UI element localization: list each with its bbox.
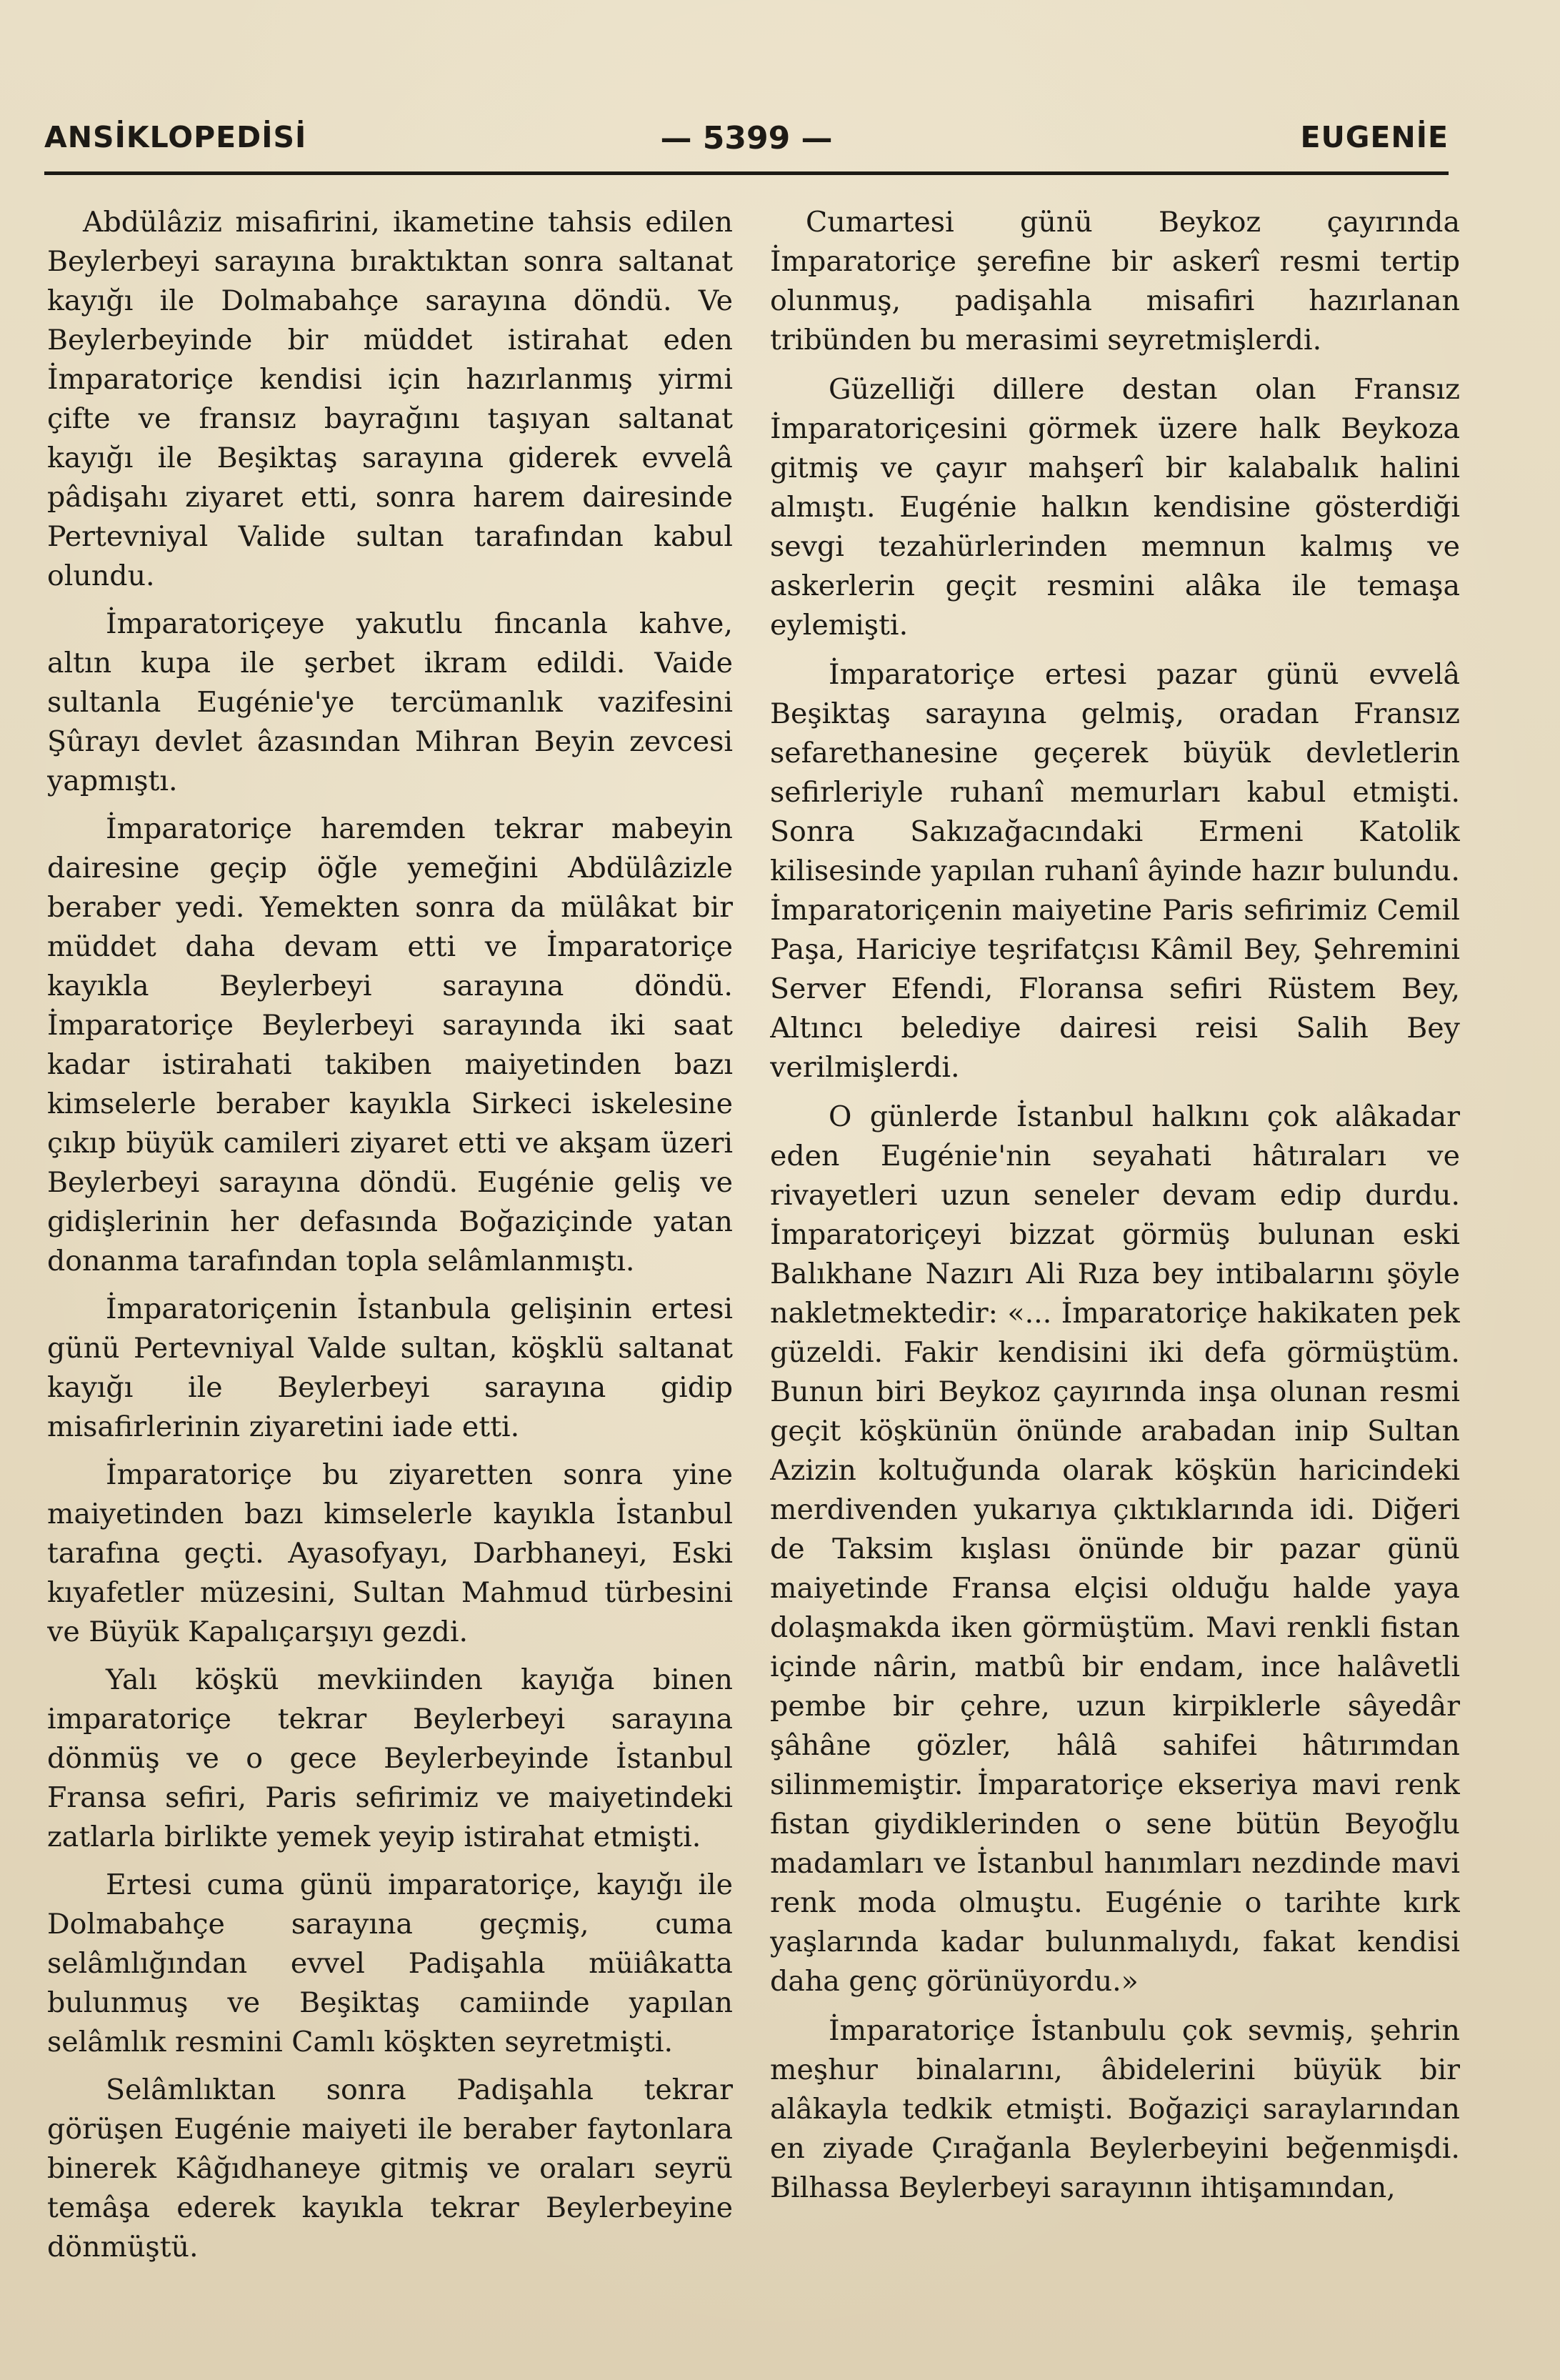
header-rule [44,171,1449,175]
paragraph: İmparatoriçeye yakutlu fincanla kahve, altın kupa ile şerbet ikram edildi. Vaide sultanla Eugénie'ye tercümanlık vazifesini Şûrayı devlet âzasından Mihran Beyin zevcesi yapmıştı. [47,607,733,797]
paragraph: Selâmlıktan sonra Padişahla tekrar görüşen Eugénie maiyeti ile beraber faytonlara binerek Kâğıdhaneye gitmiş ve oraları seyrü temâşa ederek kayıkla tekrar Beylerbeyine dönmüştü. [47,2073,733,2264]
paragraph: İmparatoriçe İstanbulu çok sevmiş, şehrin meşhur binalarını, âbidelerini büyük bir alâkayla tedkik etmişti. Boğaziçi saraylarından en ziyade Çırağanla Beylerbeyini beğenmişdi. Bilhassa Beylerbeyi sarayının ihtişamından, [770,2014,1460,2204]
paragraph: Güzelliği dillere destan olan Fransız İmparatoriçesini görmek üzere halk Beykoza gitmiş ve çayır mahşerî bir kalabalık halini almıştı. Eugénie halkın kendisine gösterdiği sevgi tezahürlerinden memnun kalmış ve askerlerin geçit resmini alâka ile temaşa eylemişti. [770,373,1460,642]
paragraph: O günlerde İstanbul halkını çok alâkadar eden Eugénie'nin seyahati hâtıraları ve rivayetleri uzun seneler devam edip durdu. İmparatoriçeyi bizzat görmüş bulunan eski Balıkhane Nazırı Ali Rıza bey intibalarını şöyle nakletmektedir: «... İmparatoriçe hakikaten pek güzeldi. Fakir kendisini iki defa görmüştüm. Bunun biri Beykoz çayırında inşa olunan resmi geçit köşkünün önünde arabadan inip Sultan Azizin koltuğunda olarak köşkün haricindeki merdivenden yukarıya çıktıklarında idi. Diğeri de Taksim kışlası önünde bir pazar günü maiyetinde Fransa elçisi olduğu halde yaya dolaşmakda iken görmüştüm. Mavi renkli fistan içinde nârin, matbû bir endam, ince halâvetli pembe bir çehre, uzun kirpiklerle sâyedâr şâhâne gözler, hâlâ sahifei hâtırımdan silinmemiştir. İmparatoriçe ekseriya mavi renk fistan giydiklerinden o sene bütün Beyoğlu madamları ve İstanbul hanımları nezdinde mavi renk moda olmuştu. Eugénie o tarihte kırk yaşlarında kadar bulunmalıydı, fakat kendisi daha genç görünüyordu.» [770,1100,1460,1998]
paragraph: Yalı köşkü mevkiinden kayığa binen imparatoriçe tekrar Beylerbeyi sarayına dönmüş ve o gece Beylerbeyinde İstanbul Fransa sefiri, Paris sefirimiz ve maiyetindeki zatlarla birlikte yemek yeyip istirahat etmişti. [47,1663,733,1853]
left-column [47,203,733,2332]
paragraph: İmparatoriçe ertesi pazar günü evvelâ Beşiktaş sarayına gelmiş, oradan Fransız sefarethanesine geçerek büyük devletlerin sefirleriyle ruhanî memurları kabul etmişti. Sonra Sakızağacındaki Ermeni Katolik kilisesinde yapılan ruhanî âyinde hazır bulundu. İmparatoriçenin maiyetine Paris sefirimiz Cemil Paşa, Hariciye teşrifatçısı Kâmil Bey, Şehremini Server Efendi, Floransa sefiri Rüstem Bey, Altıncı belediye dairesi reisi Salih Bey verilmişlerdi. [770,658,1460,1084]
running-head-right: EUGENİE [1300,120,1449,154]
right-column [770,203,1460,2332]
running-head-left: ANSİKLOPEDİSİ [44,120,307,154]
paragraph: Ertesi cuma günü imparatoriçe, kayığı ile Dolmabahçe sarayına geçmiş, cuma selâmlığından evvel Padişahla müiâkatta bulunmuş ve Beşiktaş camiinde yapılan selâmlık resmini Camlı köşkten seyretmişti. [47,1868,733,2058]
paragraph: İmparatoriçe bu ziyaretten sonra yine maiyetinden bazı kimselerle kayıkla İstanbul tarafına geçti. Ayasofyayı, Darbhaneyi, Eski kıyafetler müzesini, Sultan Mahmud türbesini ve Büyük Kapalıçarşıyı gezdi. [47,1458,733,1648]
paragraph: Abdülâziz misafirini, ikametine tahsis edilen Beylerbeyi sarayına bıraktıktan sonra saltanat kayığı ile Dolmabahçe sarayına döndü. Ve Beylerbeyinde bir müddet istirahat eden İmparatoriçe kendisi için hazırlanmış yirmi çifte ve fransız bayrağını taşıyan saltanat kayığı ile Beşiktaş sarayına giderek evvelâ pâdişahı ziyaret etti, sonra harem dairesinde Pertevniyal Valide sultan tarafından kabul olundu. [47,206,733,592]
page-header [44,120,1449,163]
paragraph: İmparatoriçenin İstanbula gelişinin ertesi günü Pertevniyal Valde sultan, köşklü saltanat kayığı ile Beylerbeyi sarayına gidip misafirlerinin ziyaretini iade etti. [47,1293,733,1443]
paragraph: İmparatoriçe haremden tekrar mabeyin dairesine geçip öğle yemeğini Abdülâzizle beraber yedi. Yemekten sonra da mülâkat bir müddet daha devam etti ve İmparatoriçe kayıkla Beylerbeyi sarayına döndü. İmparatoriçe Beylerbeyi sarayında iki saat kadar istirahati takiben maiyetinden bazı kimselerle beraber kayıkla Sirkeci iskelesine çıkıp büyük camileri ziyaret etti ve akşam üzeri Beylerbeyi sarayına döndü. Eugénie geliş ve gidişlerinin her defasında Boğaziçinde yatan donanma tarafından topla selâmlanmıştı. [47,812,733,1278]
paragraph: Cumartesi günü Beykoz çayırında İmparatoriçe şerefine bir askerî resmi tertip olunmuş, padişahla misafiri hazırlanan tribünden bu merasimi seyretmişlerdi. [770,206,1460,357]
page-number: — 5399 — [660,120,833,156]
